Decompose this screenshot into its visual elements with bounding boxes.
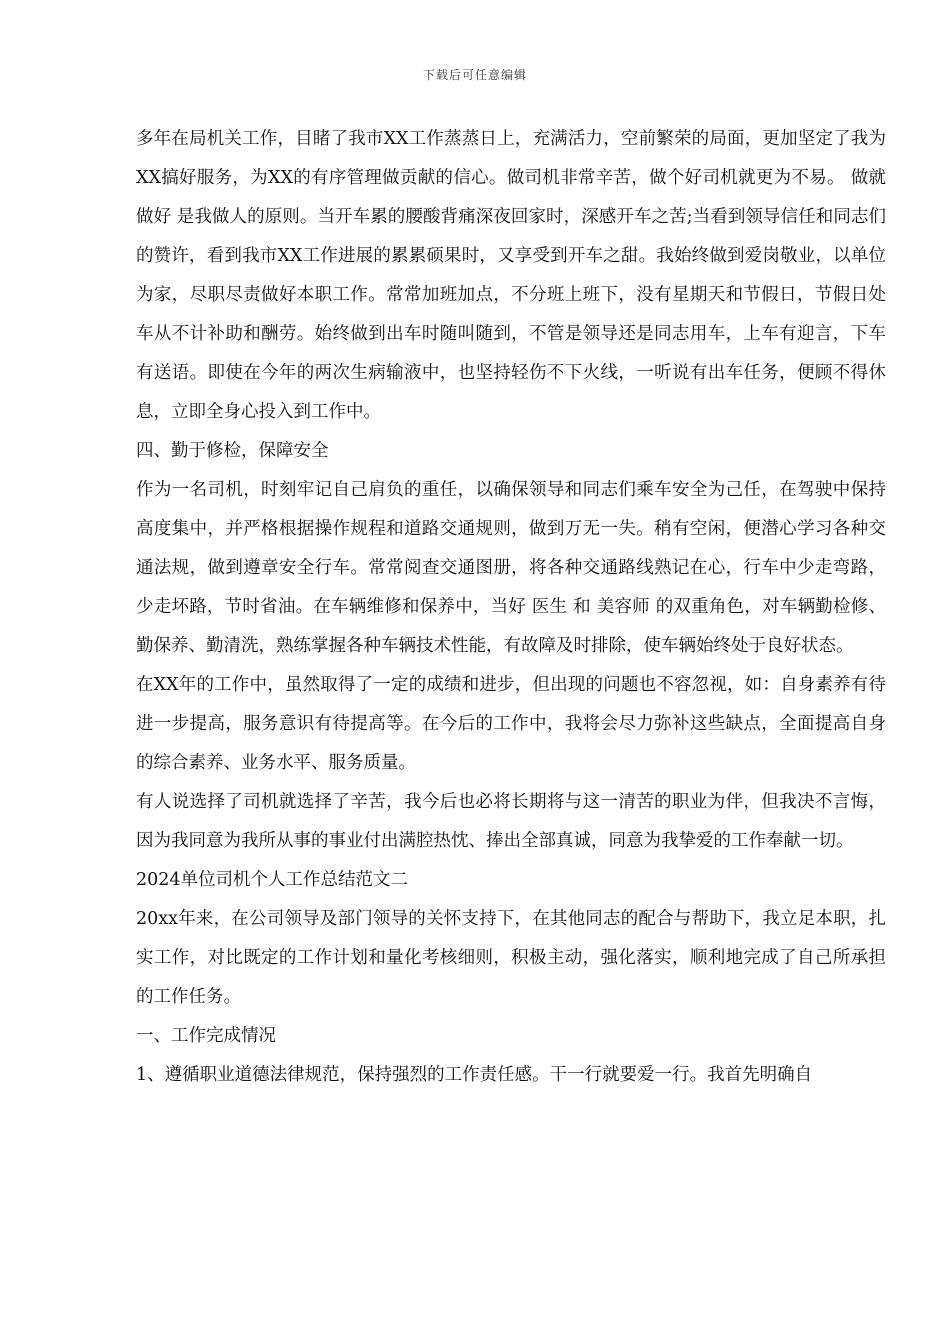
paragraph-item-one: 1、遵循职业道德法律规范，保持强烈的工作责任感。干一行就要爱一行。我首先明确自 [136, 1065, 813, 1085]
document-subtitle: 2024单位司机个人工作总结范文二 [136, 870, 409, 890]
paragraph-driver-dedication: 多年在局机关工作，目睹了我市XX工作蒸蒸日上，充满活力，空前繁荣的局面，更加坚定了我为XX搞好服务，为XX的有序管理做贡献的信心。做司机非常辛苦，做个好司机就更为不易。 做就做好 是我做人的原则。当开车累的腰酸背痛深夜回家时，深感开车之苦;当看到领导信任和同志们的赞许，看到我市XX工作进展的累累硕果时，又享受到开车之甜。我始终做到爱岗敬业，以单位为家，尽职尽责做好本职工作。常常加班加点，不分班上班下，没有星期天和节假日，节假日处车从不计补助和酬劳。始终做到出车时随叫随到，不管是领导还是同志用车，上车有迎言，下车有送语。即使在今年的两次生病输液中，也坚持轻伤不下火线，一听说有出车任务，便顾不得休息，立即全身心投入到工作中。 [136, 129, 886, 422]
paragraph-shortcomings: 在XX年的工作中，虽然取得了一定的成绩和进步，但出现的问题也不容忽视，如：自身素养有待进一步提高，服务意识有待提高等。在今后的工作中，我将会尽力弥补这些缺点，全面提高自身的综合素养、业务水平、服务质量。 [136, 675, 886, 773]
section-heading-maintenance-safety: 四、勤于修检，保障安全 [136, 441, 329, 461]
document-body [136, 120, 886, 1095]
paragraph-safety: 作为一名司机，时刻牢记自己肩负的重任，以确保领导和同志们乘车安全为己任，在驾驶中保持高度集中，并严格根据操作规程和道路交通规则，做到万无一失。稍有空闲，便潜心学习各种交通法规，做到遵章安全行车。常常阅查交通图册，将各种交通路线熟记在心，行车中少走弯路，少走坏路，节时省油。在车辆维修和保养中，当好 医生 和 美容师 的双重角色，对车辆勤检修、勤保养、勤清洗，熟练掌握各种车辆技术性能，有故障及时排除，使车辆始终处于良好状态。 [136, 480, 886, 656]
section-heading-work-completion: 一、工作完成情况 [136, 1026, 276, 1046]
paragraph-commitment: 有人说选择了司机就选择了辛苦，我今后也必将长期将与这一清苦的职业为伴，但我决不言悔，因为我同意为我所从事的事业付出满腔热忱、捧出全部真诚，同意为我挚爱的工作奉献一切。 [136, 792, 886, 851]
page-header: 下载后可任意编辑 [422, 68, 527, 82]
paragraph-intro-two: 20xx年来，在公司领导及部门领导的关怀支持下，在其他同志的配合与帮助下，我立足本职，扎实工作，对比既定的工作计划和量化考核细则，积极主动，强化落实，顺利地完成了自己所承担的工作任务。 [136, 909, 886, 1007]
